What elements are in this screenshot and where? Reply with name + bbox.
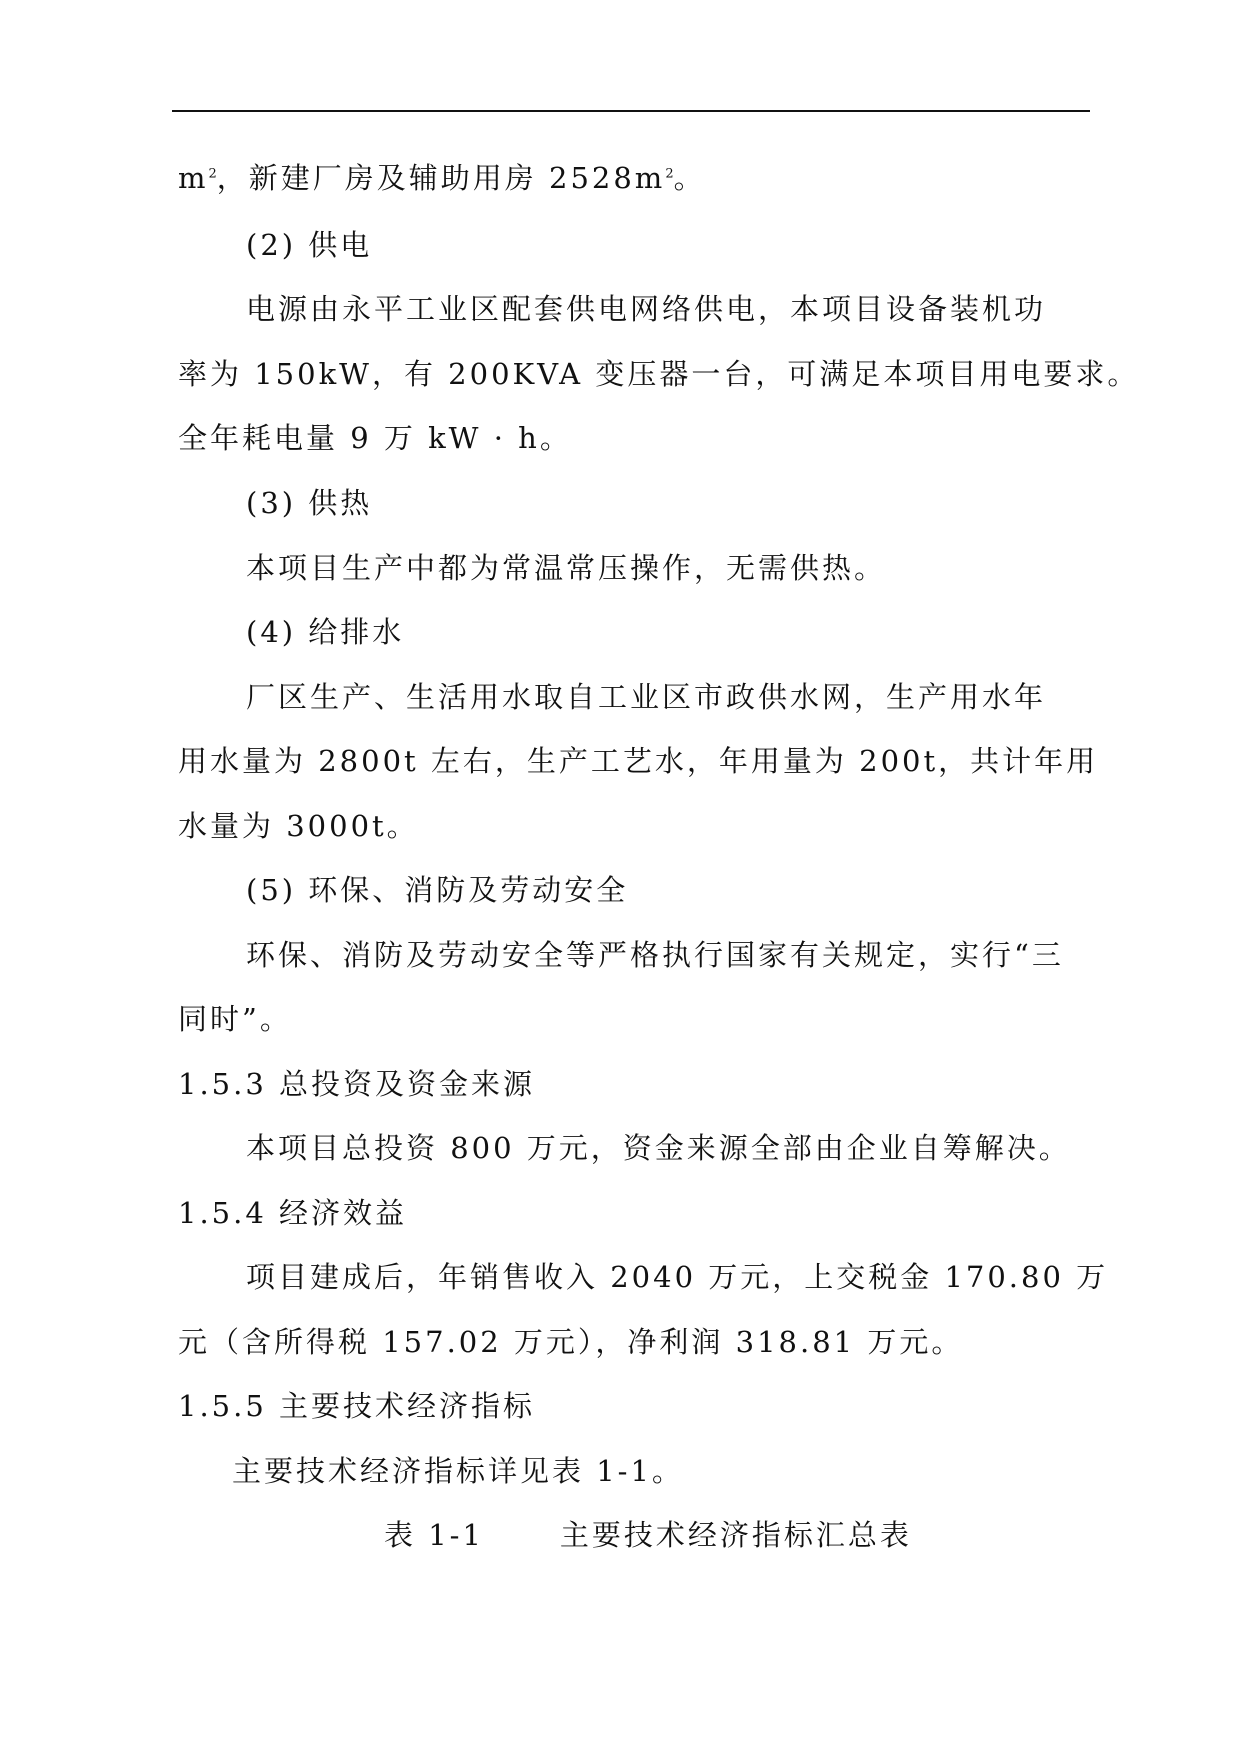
paragraph-indicators: 主要技术经济指标详见表 1-1。 <box>232 1454 684 1488</box>
paragraph-benefits-1: 项目建成后，年销售收入 2040 万元，上交税金 170.80 万 <box>246 1260 1109 1294</box>
paragraph-investment: 本项目总投资 800 万元，资金来源全部由企业自筹解决。 <box>246 1131 1071 1165</box>
table-caption <box>384 1515 912 1555</box>
paragraph-water-2: 用水量为 2800t 左右，生产工艺水，年用量为 200t，共计年用 <box>178 744 1099 778</box>
paragraph-area-continuation: $m^2$，新建厂房及辅助用房 $2528m^2$。 <box>178 161 706 195</box>
heading-power-supply: (2) 供电 <box>246 228 373 262</box>
header-rule <box>172 110 1090 112</box>
paragraph-power-3: 全年耗电量 9 万 kW · h。 <box>178 421 572 455</box>
paragraph-safety-2: 同时”。 <box>178 1002 292 1036</box>
paragraph-water-3: 水量为 3000t。 <box>178 809 419 843</box>
paragraph-safety-1: 环保、消防及劳动安全等严格执行国家有关规定，实行“三 <box>246 938 1064 972</box>
paragraph-power-1: 电源由永平工业区配套供电网络供电，本项目设备装机功 <box>246 292 1047 326</box>
heading-heating: (3) 供热 <box>246 486 373 520</box>
table-number: 表 1-1 <box>384 1518 484 1552</box>
heading-safety: (5) 环保、消防及劳动安全 <box>246 873 629 907</box>
section-heading-investment: 1.5.3 总投资及资金来源 <box>178 1067 536 1101</box>
paragraph-heating: 本项目生产中都为常温常压操作，无需供热。 <box>246 551 887 585</box>
paragraph-benefits-2: 元（含所得税 157.02 万元），净利润 318.81 万元。 <box>178 1325 964 1359</box>
section-heading-indicators: 1.5.5 主要技术经济指标 <box>178 1389 536 1423</box>
paragraph-power-2: 率为 150kW，有 200KVA 变压器一台，可满足本项目用电要求。 <box>178 357 1140 391</box>
section-heading-benefits: 1.5.4 经济效益 <box>178 1196 408 1230</box>
heading-water: (4) 给排水 <box>246 615 405 649</box>
paragraph-water-1: 厂区生产、生活用水取自工业区市政供水网，生产用水年 <box>246 680 1047 714</box>
table-title: 主要技术经济指标汇总表 <box>559 1518 912 1552</box>
